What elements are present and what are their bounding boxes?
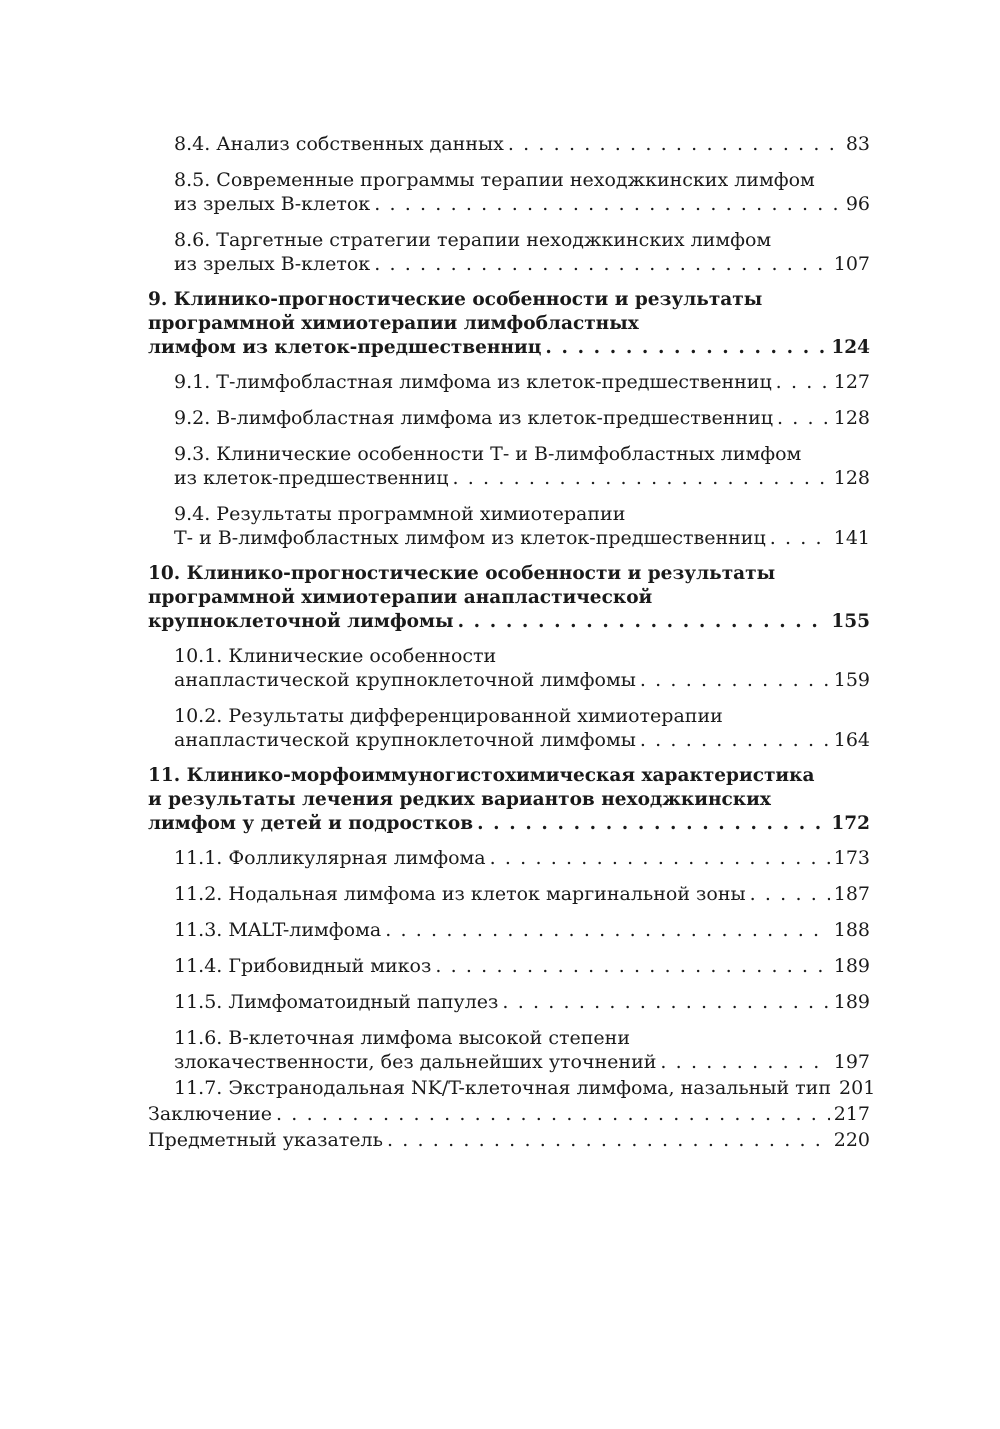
toc-entry-11-7 bbox=[148, 1076, 876, 1100]
toc-page-number: 155 bbox=[831, 611, 870, 632]
dot-leader bbox=[750, 882, 830, 906]
toc-entry-title: 10.1. Клинические особенности bbox=[174, 645, 497, 667]
dot-leader bbox=[374, 252, 830, 276]
toc-page-number: 83 bbox=[845, 133, 870, 155]
toc-entry-title: 11.3. MALT-лимфома bbox=[174, 919, 382, 941]
toc-page-number: 189 bbox=[833, 991, 870, 1013]
toc-entry-11-3 bbox=[148, 918, 870, 942]
toc-entry-11-2 bbox=[148, 882, 870, 906]
toc-entry-title-cont: злокачественности, без дальнейших уточнений bbox=[174, 1051, 657, 1073]
toc-entry-conclusion bbox=[148, 1102, 870, 1126]
toc-chapter-title-cont: лимфом у детей и подростков bbox=[148, 813, 474, 834]
toc-entry-title: Заключение bbox=[148, 1103, 273, 1125]
toc-page-number: 197 bbox=[833, 1051, 870, 1073]
toc-chapter-title-cont: крупноклеточной лимфомы bbox=[148, 611, 454, 632]
toc-entry-title: 11.2. Нодальная лимфома из клеток маргинальной зоны bbox=[174, 883, 746, 905]
table-of-contents bbox=[148, 132, 876, 1154]
toc-entry-11-4 bbox=[148, 954, 870, 978]
dot-leader bbox=[435, 954, 829, 978]
toc-entry-title: 8.6. Таргетные стратегии терапии неходжкинских лимфом bbox=[174, 229, 772, 251]
toc-page-number: 189 bbox=[833, 955, 870, 977]
toc-entry-11-6 bbox=[148, 1026, 870, 1074]
toc-entry-title: 9.2. В-лимфобластная лимфома из клеток-предшественниц bbox=[174, 407, 773, 429]
toc-entry-9-3 bbox=[148, 442, 870, 490]
toc-entry-title: 11.6. В-клеточная лимфома высокой степени bbox=[174, 1027, 630, 1049]
toc-entry-9-1 bbox=[148, 370, 870, 394]
dot-leader bbox=[640, 668, 830, 692]
toc-chapter-title: 10. Клинико-прогностические особенности и результаты bbox=[148, 563, 776, 584]
dot-leader bbox=[477, 812, 827, 836]
dot-leader bbox=[490, 846, 830, 870]
toc-entry-11-5 bbox=[148, 990, 870, 1014]
dot-leader bbox=[374, 192, 842, 216]
toc-page-number: 188 bbox=[833, 919, 870, 941]
toc-entry-title-cont: Т- и В-лимфобластных лимфом из клеток-предшественниц bbox=[174, 527, 766, 549]
toc-entry-title-cont: из зрелых В-клеток bbox=[174, 253, 371, 275]
toc-entry-10-1 bbox=[148, 644, 870, 692]
toc-entry-8-4 bbox=[148, 132, 870, 156]
toc-page-number: 96 bbox=[845, 193, 870, 215]
toc-page-number: 164 bbox=[833, 729, 870, 751]
dot-leader bbox=[276, 1102, 830, 1126]
dot-leader bbox=[385, 918, 830, 942]
dot-leader bbox=[640, 728, 830, 752]
toc-entry-title: 11.1. Фолликулярная лимфома bbox=[174, 847, 486, 869]
toc-entry-8-5 bbox=[148, 168, 870, 216]
toc-entry-11-1 bbox=[148, 846, 870, 870]
toc-page-number: 128 bbox=[833, 467, 870, 489]
toc-entry-title: 9.3. Клинические особенности Т- и В-лимфобластных лимфом bbox=[174, 443, 802, 465]
toc-entry-title: 10.2. Результаты дифференцированной химиотерапии bbox=[174, 705, 723, 727]
toc-entry-9-2 bbox=[148, 406, 870, 430]
dot-leader bbox=[660, 1050, 829, 1074]
toc-entry-title: 9.4. Результаты программной химиотерапии bbox=[174, 503, 626, 525]
toc-page-number: 173 bbox=[833, 847, 870, 869]
toc-page-number: 127 bbox=[833, 371, 870, 393]
toc-entry-title: 8.5. Современные программы терапии неходжкинских лимфом bbox=[174, 169, 815, 191]
toc-entry-10-2 bbox=[148, 704, 870, 752]
toc-entry-title-cont: анапластической крупноклеточной лимфомы bbox=[174, 669, 636, 691]
toc-entry-8-6 bbox=[148, 228, 870, 276]
toc-chapter-title: 11. Клинико-морфоиммуногистохимическая характеристика bbox=[148, 765, 815, 786]
toc-chapter-title-cont: программной химиотерапии анапластической bbox=[148, 587, 653, 608]
toc-chapter-11 bbox=[148, 764, 870, 836]
dot-leader bbox=[452, 466, 829, 490]
toc-page-number: 159 bbox=[833, 669, 870, 691]
toc-entry-title: 11.7. Экстранодальная NK/T-клеточная лимфома, назальный тип bbox=[174, 1077, 832, 1099]
toc-entry-9-4 bbox=[148, 502, 870, 550]
toc-entry-title-cont: из зрелых В-клеток bbox=[174, 193, 371, 215]
toc-entry-title: 9.1. Т-лимфобластная лимфома из клеток-предшественниц bbox=[174, 371, 772, 393]
toc-chapter-title-cont: лимфом из клеток-предшественниц bbox=[148, 337, 542, 358]
dot-leader bbox=[502, 990, 829, 1014]
toc-page-number: 107 bbox=[833, 253, 870, 275]
toc-entry-title-cont: из клеток-предшественниц bbox=[174, 467, 449, 489]
dot-leader bbox=[777, 406, 830, 430]
toc-entry-title: 8.4. Анализ собственных данных bbox=[174, 133, 504, 155]
dot-leader bbox=[458, 610, 828, 634]
dot-leader bbox=[387, 1128, 830, 1152]
toc-page-number: 124 bbox=[831, 337, 870, 358]
toc-page-number: 187 bbox=[833, 883, 870, 905]
toc-page-number: 141 bbox=[833, 527, 870, 549]
toc-entry-title: 11.4. Грибовидный микоз bbox=[174, 955, 432, 977]
toc-entry-subject-index bbox=[148, 1128, 870, 1152]
toc-chapter-title-cont: и результаты лечения редких вариантов неходжкинских bbox=[148, 789, 771, 810]
toc-page-number: 172 bbox=[831, 813, 870, 834]
toc-entry-title: Предметный указатель bbox=[148, 1129, 383, 1151]
dot-leader bbox=[508, 132, 842, 156]
toc-chapter-title-cont: программной химиотерапии лимфобластных bbox=[148, 313, 639, 334]
toc-chapter-10 bbox=[148, 562, 870, 634]
toc-page-number: 220 bbox=[833, 1129, 870, 1151]
dot-leader bbox=[770, 526, 830, 550]
toc-page-number: 217 bbox=[833, 1103, 870, 1125]
toc-entry-title-cont: анапластической крупноклеточной лимфомы bbox=[174, 729, 636, 751]
toc-page-number: 201 bbox=[839, 1077, 876, 1099]
toc-chapter-9 bbox=[148, 288, 870, 360]
toc-page-number: 128 bbox=[833, 407, 870, 429]
dot-leader bbox=[545, 336, 827, 360]
toc-entry-title: 11.5. Лимфоматоидный папулез bbox=[174, 991, 499, 1013]
toc-chapter-title: 9. Клинико-прогностические особенности и результаты bbox=[148, 289, 763, 310]
dot-leader bbox=[776, 370, 830, 394]
